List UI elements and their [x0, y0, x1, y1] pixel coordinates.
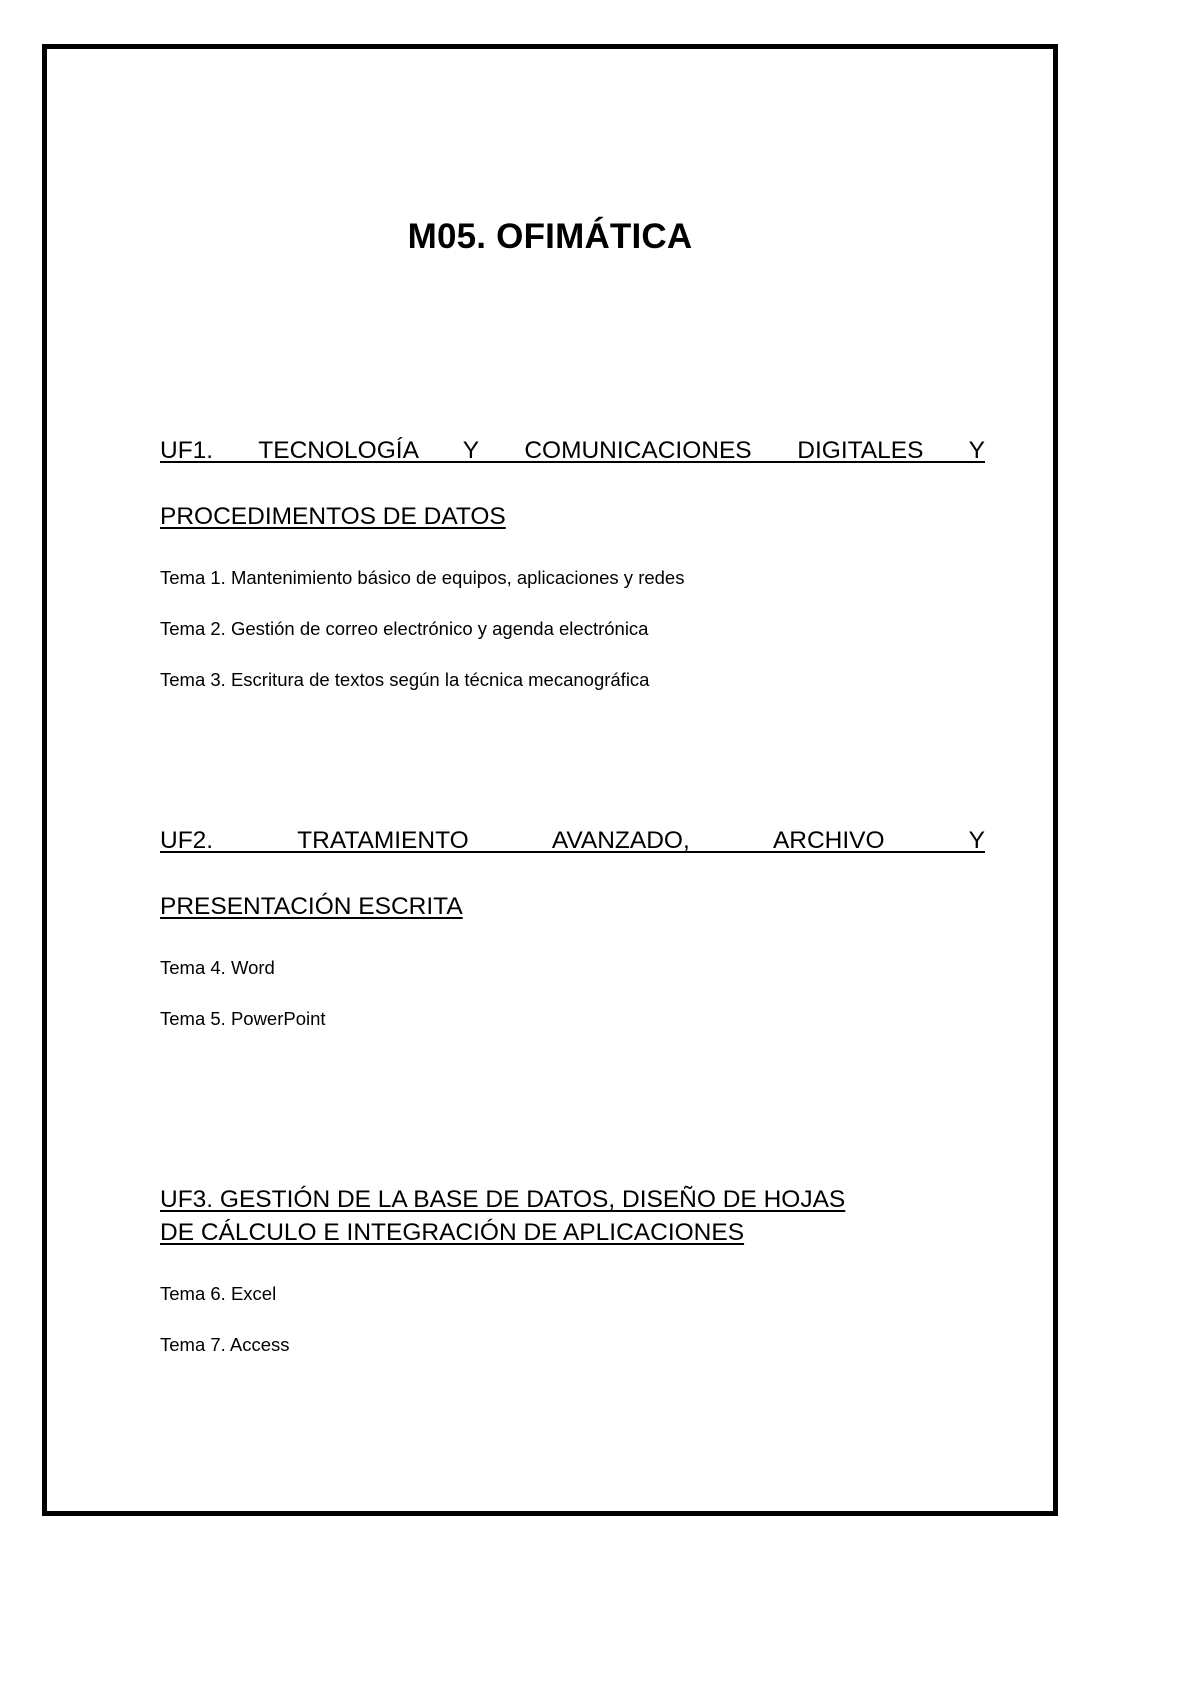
list-item: Tema 1. Mantenimiento básico de equipos, aplicaciones y redes	[160, 567, 685, 588]
topic-list-uf2	[160, 955, 985, 1031]
unit-heading-uf3-line1: UF3. GESTIÓN DE LA BASE DE DATOS, DISEÑO DE HOJAS	[160, 1186, 846, 1213]
unit-section-uf2	[160, 824, 985, 1031]
list-item: Tema 5. PowerPoint	[160, 1008, 326, 1029]
unit-section-uf1	[160, 434, 985, 692]
list-item: Tema 3. Escritura de textos según la técnica mecanográfica	[160, 669, 650, 690]
list-item: Tema 4. Word	[160, 957, 275, 978]
document-page	[42, 44, 1058, 1516]
unit-heading-uf2	[160, 824, 985, 923]
unit-heading-uf1	[160, 434, 985, 533]
unit-heading-uf1-line2: PROCEDIMENTOS DE DATOS	[160, 503, 506, 530]
page-content-area	[47, 49, 1053, 1511]
topic-list-uf1	[160, 565, 985, 692]
list-item: Tema 2. Gestión de correo electrónico y agenda electrónica	[160, 618, 649, 639]
topic-list-uf3	[160, 1281, 985, 1357]
unit-heading-uf3	[160, 1183, 985, 1249]
unit-heading-uf3-line2: DE CÁLCULO E INTEGRACIÓN DE APLICACIONES	[160, 1219, 745, 1246]
unit-heading-uf2-line1: UF2. TRATAMIENTO AVANZADO, ARCHIVO Y	[160, 827, 985, 854]
unit-heading-uf1-line1: UF1. TECNOLOGÍA Y COMUNICACIONES DIGITALES Y	[160, 437, 985, 464]
document-body	[160, 434, 985, 1357]
list-item: Tema 6. Excel	[160, 1283, 277, 1304]
unit-heading-uf2-line2: PRESENTACIÓN ESCRITA	[160, 893, 463, 920]
unit-section-uf3	[160, 1183, 985, 1357]
section-spacer	[160, 1031, 985, 1183]
list-item: Tema 7. Access	[160, 1334, 290, 1355]
section-spacer	[160, 692, 985, 824]
page-title: M05. OFIMÁTICA	[407, 217, 693, 256]
